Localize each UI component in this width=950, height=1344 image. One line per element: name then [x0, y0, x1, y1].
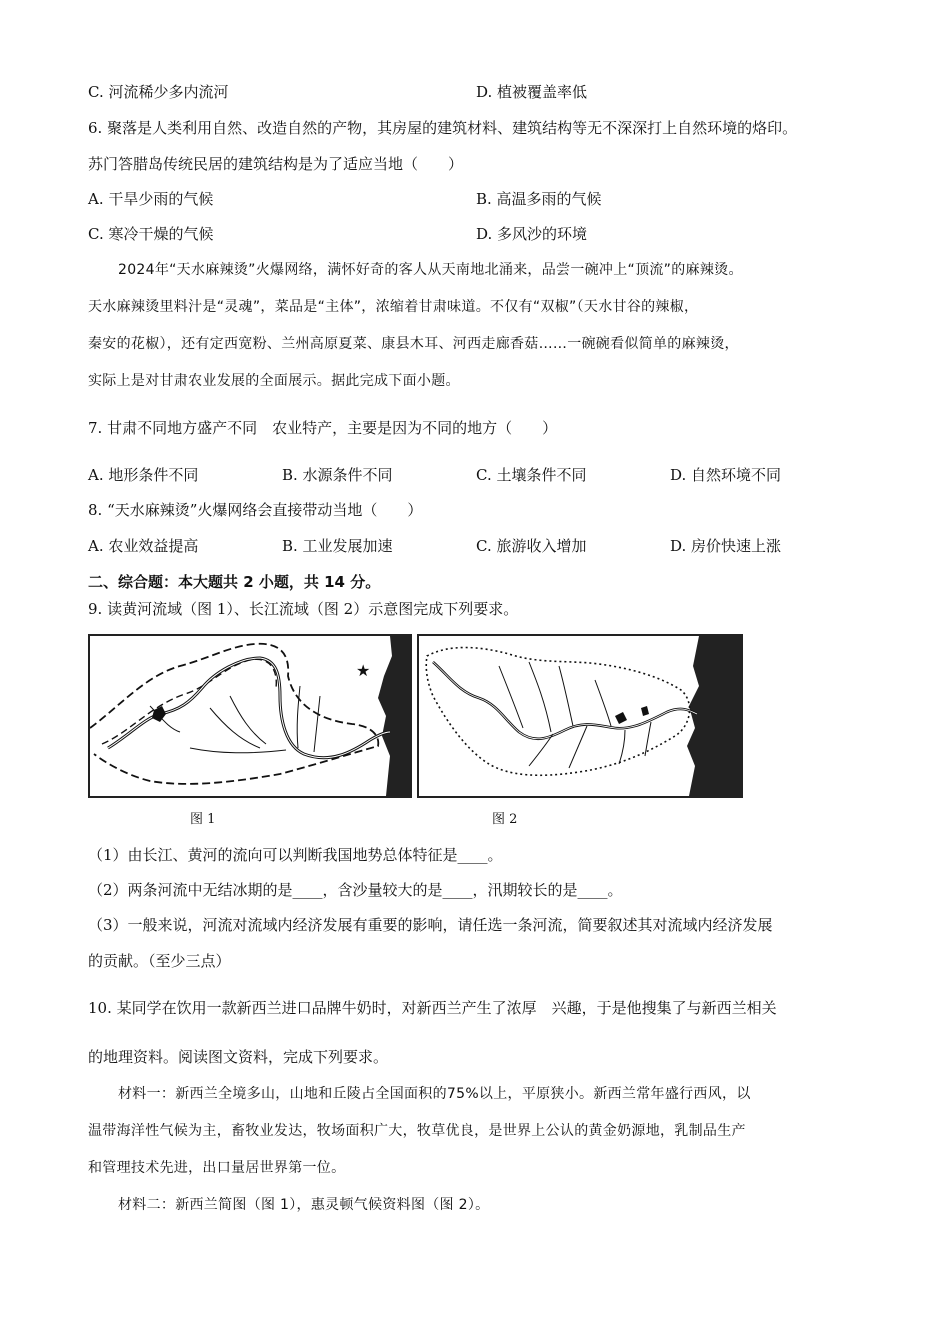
yellow-river-map-graphic [90, 636, 410, 796]
material1-line1: 材料一：新西兰全境多山，山地和丘陵占全国面积的75%以上，平原狭小。新西兰常年盛行西风，以 [118, 1086, 751, 1102]
yangtze-river-basin-map [417, 634, 743, 798]
q10-stem-line2: 的地理资料。阅读图文资料，完成下列要求。 [88, 1048, 389, 1066]
q8-option-c: C. 旅游收入增加 [476, 537, 587, 555]
q6-option-d: D. 多风沙的环境 [476, 225, 588, 243]
q10-stem-line1: 10. 某同学在饮用一款新西兰进口品牌牛奶时，对新西兰产生了浓厚 兴趣，于是他搜集了与新西兰相关 [88, 999, 777, 1017]
figure-2-caption: 图 2 [492, 812, 518, 827]
material2-line: 材料二：新西兰简图（图 1），惠灵顿气候资料图（图 2）。 [118, 1197, 490, 1213]
material1-line2: 温带海洋性气候为主，畜牧业发达，牧场面积广大，牧草优良，是世界上公认的黄金奶源地，乳制品生产 [88, 1123, 746, 1139]
q6-stem-line2: 苏门答腊岛传统民居的建筑结构是为了适应当地（ ） [88, 155, 464, 173]
q9-part1: （1）由长江、黄河的流向可以判断我国地势总体特征是____。 [88, 846, 503, 864]
passage-line1: 2024年“天水麻辣烫”火爆网络，满怀好奇的客人从天南地北涌来，品尝一碗冲上“顶流”的麻辣烫。 [118, 262, 743, 278]
passage-line4: 实际上是对甘肃农业发展的全面展示。据此完成下面小题。 [88, 373, 460, 389]
yellow-river-basin-map [88, 634, 412, 798]
q9-stem: 9. 读黄河流域（图 1）、长江流域（图 2）示意图完成下列要求。 [88, 600, 519, 618]
q9-part3-line1: （3）一般来说，河流对流域内经济发展有重要的影响，请任选一条河流，简要叙述其对流域内经济发展 [88, 916, 773, 934]
q7-option-c: C. 土壤条件不同 [476, 466, 587, 484]
q8-stem: 8. “天水麻辣烫”火爆网络会直接带动当地（ ） [88, 501, 423, 519]
q9-part2: （2）两条河流中无结冰期的是____，含沙量较大的是____，汛期较长的是____。 [88, 881, 623, 899]
q7-option-a: A. 地形条件不同 [88, 466, 199, 484]
q5-option-d: D. 植被覆盖率低 [476, 83, 588, 101]
q6-option-a: A. 干旱少雨的气候 [88, 190, 214, 208]
q7-option-d: D. 自然环境不同 [670, 466, 782, 484]
q9-part3-line2: 的贡献。（至少三点） [88, 952, 231, 970]
passage-line2: 天水麻辣烫里料汁是“灵魂”，菜品是“主体”，浓缩着甘肃味道。不仅有“双椒”（天水甘谷的辣椒， [88, 299, 699, 315]
yangtze-river-map-graphic [419, 636, 741, 796]
passage-line3: 秦安的花椒），还有定西宽粉、兰州高原夏菜、康县木耳、河西走廊香菇……一碗碗看似简单的麻辣烫， [88, 336, 739, 352]
q6-option-c: C. 寒冷干燥的气候 [88, 225, 214, 243]
q6-option-b: B. 高温多雨的气候 [476, 190, 602, 208]
svg-text:★: ★ [356, 661, 371, 680]
q5-option-c: C. 河流稀少多内流河 [88, 83, 229, 101]
section-heading: 二、综合题：本大题共 2 小题，共 14 分。 [88, 573, 381, 591]
q8-option-b: B. 工业发展加速 [282, 537, 393, 555]
q6-stem-line1: 6. 聚落是人类利用自然、改造自然的产物，其房屋的建筑材料、建筑结构等无不深深打上自然环境的烙印。 [88, 119, 798, 137]
material1-line3: 和管理技术先进，出口量居世界第一位。 [88, 1160, 346, 1176]
q7-stem: 7. 甘肃不同地方盛产不同 农业特产，主要是因为不同的地方（ ） [88, 419, 558, 437]
q8-option-a: A. 农业效益提高 [88, 537, 199, 555]
figure-1-caption: 图 1 [190, 812, 216, 827]
q8-option-d: D. 房价快速上涨 [670, 537, 782, 555]
q7-option-b: B. 水源条件不同 [282, 466, 393, 484]
